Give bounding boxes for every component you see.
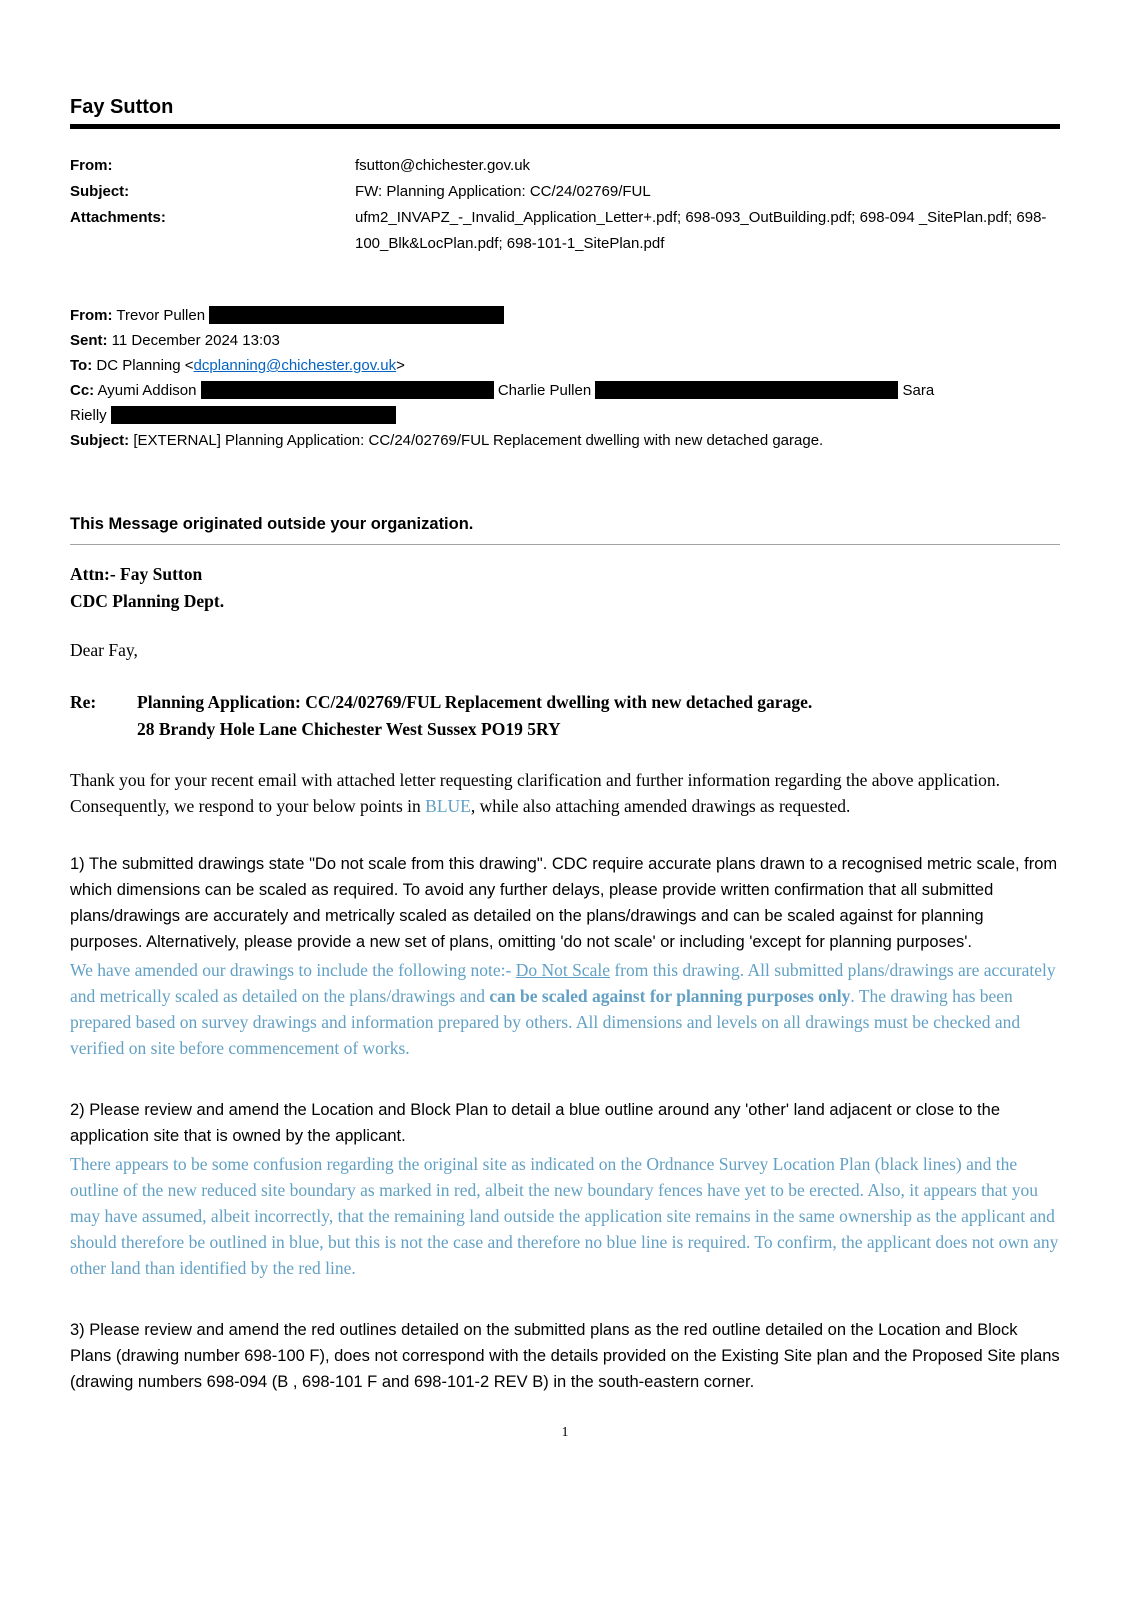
- redaction-bar: [111, 406, 396, 424]
- fwd-to-prefix: DC Planning <: [96, 357, 194, 374]
- cdc-point-1: 1) The submitted drawings state "Do not scale from this drawing". CDC require accurate plans drawn to a recognised metric scale, from which dimensions can be scaled as required. To avoid any further delays, please provide written confirmation that all submitted plans/drawings are accurately and metrically scaled as detailed on the plans/drawings and can be scaled against for planning purposes. Alternatively, please provide a new set of plans, omitting 'do not scale' or including 'except for planning purposes'.: [70, 855, 1058, 951]
- attn-block: [70, 561, 1060, 615]
- meta-row-from: [70, 153, 1060, 179]
- attn-line-2: CDC Planning Dept.: [70, 591, 225, 611]
- notice-divider: [70, 544, 1060, 545]
- fwd-cc-line: [70, 378, 1060, 428]
- meta-row-subject: [70, 179, 1060, 205]
- applicant-response-2: There appears to be some confusion regarding the original site as indicated on the Ordnance Survey Location Plan (black lines) and the outline of the new reduced site boundary as marked in red, albeit the new boundary fences have yet to be erected. Also, it appears that you may have assumed, albeit incorrectly, that the remaining land outside the application site remains in the same ownership as the applicant and should therefore be outlined in blue, but this is not the case and therefore no blue line is required. To confirm, the applicant does not own any other land than identified by the red line.: [70, 1154, 1059, 1278]
- fwd-cc-label: Cc:: [70, 382, 95, 399]
- from-value: fsutton@chichester.gov.uk: [355, 157, 531, 174]
- response1-underlined: Do Not Scale: [515, 960, 610, 980]
- subject-label: Subject:: [70, 183, 130, 200]
- sender-header: [70, 96, 1060, 129]
- redaction-bar: [595, 381, 898, 399]
- applicant-response-1: [70, 957, 1060, 1061]
- fwd-subject-line: [70, 428, 1060, 453]
- letter-body: [70, 561, 1060, 1395]
- intro-blue-word: BLUE: [425, 796, 471, 816]
- fwd-from-line: [70, 303, 1060, 328]
- redaction-bar: [209, 306, 504, 324]
- response1-part1: We have amended our drawings to include the following note:-: [70, 960, 516, 980]
- meta-row-attachments: [70, 205, 1060, 257]
- intro-before: Thank you for your recent email with attached letter requesting clarification and further information regarding the above application. Consequently, we respond to your below points in: [70, 770, 1001, 816]
- intro-paragraph: [70, 767, 1060, 819]
- cc-name-3-last: Rielly: [70, 407, 107, 424]
- response1-bold: can be scaled against for planning purposes only: [489, 986, 851, 1006]
- fwd-to-suffix: >: [396, 357, 405, 374]
- fwd-sent-value: 11 December 2024 13:03: [111, 332, 280, 349]
- fwd-sent-line: [70, 328, 1060, 353]
- re-line-1: Planning Application: CC/24/02769/FUL Replacement dwelling with new detached garage.: [137, 692, 813, 712]
- redaction-bar: [201, 381, 494, 399]
- external-origin-notice: This Message originated outside your organization.: [70, 515, 474, 533]
- cc-name-2: Charlie Pullen: [497, 382, 592, 399]
- cc-name-3-first: Sara: [902, 382, 935, 399]
- dcplanning-email-link[interactable]: dcplanning@chichester.gov.uk: [193, 357, 397, 374]
- re-block: [70, 689, 1060, 743]
- cc-name-1: Ayumi Addison: [97, 382, 197, 399]
- intro-after: , while also attaching amended drawings as requested.: [470, 796, 851, 816]
- re-label: Re:: [70, 692, 97, 712]
- response1-part2: from this drawing. All submitted plans/drawings are accurately and metrically scaled as detailed on the plans/drawings and: [70, 960, 1056, 1006]
- fwd-to-label: To:: [70, 357, 93, 374]
- attn-line-1: Attn:- Fay Sutton: [70, 564, 203, 584]
- page-title: Fay Sutton: [70, 96, 174, 118]
- fwd-subject-value: [EXTERNAL] Planning Application: CC/24/02769/FUL Replacement dwelling with new detached garage.: [133, 432, 824, 449]
- fwd-sent-label: Sent:: [70, 332, 108, 349]
- response1-part3: . The drawing has been prepared based on survey drawings and information prepared by others. All dimensions and levels on all drawings must be checked and verified on site before commencement of works.: [70, 986, 1021, 1058]
- fwd-to-line: [70, 353, 1060, 378]
- cdc-point-3: 3) Please review and amend the red outlines detailed on the submitted plans as the red outline detailed on the Location and Block Plans (drawing number 698-100 F), does not correspond with the details provided on the Existing Site plan and the Proposed Site plans (drawing numbers 698-094 (B , 698-101 F and 698-101-2 REV B) in the south-eastern corner.: [70, 1321, 1060, 1391]
- attachments-label: Attachments:: [70, 209, 166, 226]
- cdc-point-2: 2) Please review and amend the Location and Block Plan to detail a blue outline around any 'other' land adjacent or close to the application site that is owned by the applicant.: [70, 1101, 1000, 1145]
- fwd-from-value: Trevor Pullen: [116, 307, 206, 324]
- re-line-2: 28 Brandy Hole Lane Chichester West Sussex PO19 5RY: [137, 719, 561, 739]
- attachments-value: ufm2_INVAPZ_-_Invalid_Application_Letter+.pdf; 698-093_OutBuilding.pdf; 698-094 _SitePlan.pdf; 698-100_Blk&LocPlan.pdf; 698-101-1_SitePlan.pdf: [355, 209, 1047, 252]
- email-meta: [70, 153, 1060, 257]
- page-number: 1: [561, 1425, 569, 1440]
- salutation: Dear Fay,: [70, 640, 138, 660]
- forwarded-header: [70, 303, 1060, 453]
- fwd-subject-label: Subject:: [70, 432, 130, 449]
- from-label: From:: [70, 157, 113, 174]
- subject-value: FW: Planning Application: CC/24/02769/FUL: [355, 183, 651, 200]
- fwd-from-label: From:: [70, 307, 113, 324]
- re-text: [137, 689, 812, 743]
